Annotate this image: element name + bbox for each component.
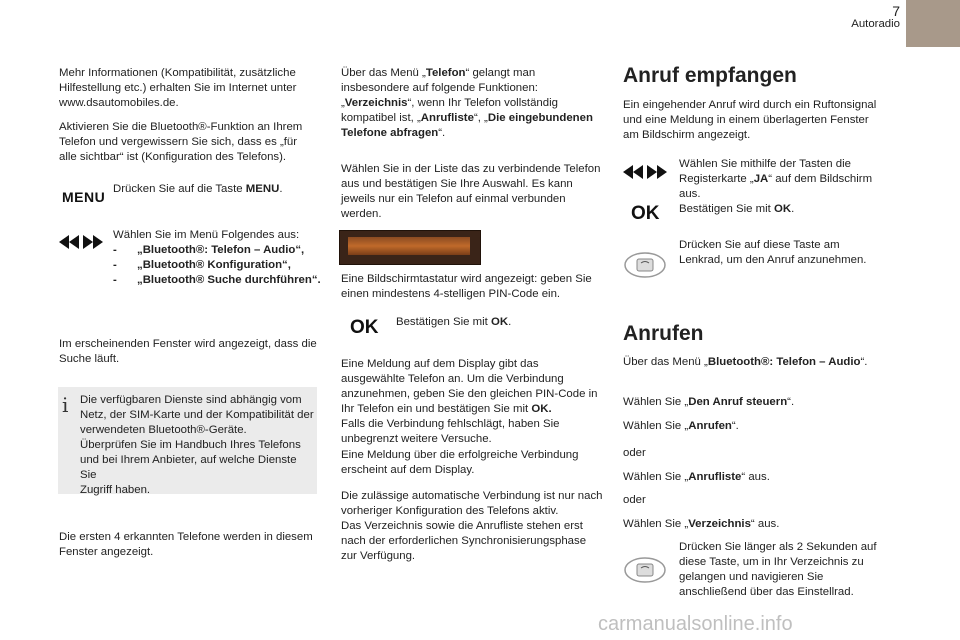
search-running-paragraph: Im erscheinenden Fenster wird angezeigt, dass die Suche läuft. bbox=[59, 338, 317, 365]
menu-select-block bbox=[113, 228, 323, 288]
long-press-text: Drücken Sie länger als 2 Sekunden auf diese Taste, um in Ihr Verzeichnis zu gelangen und navigieren Sie anschließend über das Einstellrad. bbox=[679, 541, 877, 598]
info-line: Die verfügbaren Dienste sind abhängig vom bbox=[80, 394, 302, 406]
section-title: Autoradio bbox=[851, 18, 900, 30]
first-phones-paragraph: Die ersten 4 erkannten Telefone werden in diesem Fenster angezeigt. bbox=[59, 531, 313, 558]
select-call-list-text: Wählen Sie „Anrufliste“ aus. bbox=[623, 471, 770, 483]
or-text: oder bbox=[623, 494, 646, 506]
intro-paragraph: Mehr Informationen (Kompatibilität, zusätzliche Hilfestellung etc.) erhalten Sie im Internet unter www.dsautomobiles.de. bbox=[59, 67, 297, 109]
list-item: - „Bluetooth®: Telefon – Audio“, bbox=[113, 243, 323, 258]
connection-message-paragraph: Eine Meldung auf dem Display gibt das ausgewählte Telefon an. Um die Verbindung anzunehmen, geben Sie den gleichen PIN-Code in Ihr Telefon ein und bestätigen Sie mit OK. Falls die Verbindung fehlschlägt, haben Sie unbegrenzt weitere Versuche. bbox=[341, 358, 598, 445]
pin-keyboard-screen-image bbox=[339, 230, 481, 265]
arrows-left-right-icon bbox=[59, 234, 103, 250]
telefon-menu-paragraph: Über das Menü „Telefon“ gelangt man insbesondere auf folgende Funktionen: „Verzeichnis“, wenn Ihr Telefon vollständig kompatibel ist, „Anrufliste“, „Die eingebundenen Telefone abfragen“. bbox=[341, 67, 593, 139]
watermark-text: carmanualsonline.info bbox=[598, 613, 793, 635]
list-item: - „Bluetooth® Suche durchführen“. bbox=[113, 273, 323, 288]
section-corner-tab bbox=[906, 0, 960, 47]
list-item: - „Bluetooth® Konfiguration“, bbox=[113, 258, 323, 273]
call-menu-text: Über das Menü „Bluetooth®: Telefon – Audio“. bbox=[623, 356, 868, 368]
menu-select-text: Wählen Sie im Menü Folgendes aus: bbox=[113, 229, 300, 241]
select-call-text: Wählen Sie „Anrufen“. bbox=[623, 420, 739, 432]
heading-anruf-empfangen: Anruf empfangen bbox=[623, 64, 797, 87]
info-line: und bei Ihrem Anbieter, auf welche Dienste Sie bbox=[80, 454, 297, 481]
menu-button-icon: MENU bbox=[62, 189, 106, 205]
bluetooth-activate-paragraph: Aktivieren Sie die Bluetooth®-Funktion an Ihrem Telefon und vergewissern Sie sich, dass es „für alle sichtbar“ ist (Konfiguration des Telefons). bbox=[59, 121, 303, 163]
heading-anrufen: Anrufen bbox=[623, 322, 704, 345]
steering-wheel-phone-icon bbox=[622, 555, 668, 585]
incoming-call-paragraph: Ein eingehender Anruf wird durch ein Ruftonsignal und eine Meldung in einem überlagerten Fenster am Bildschirm angezeigt. bbox=[623, 99, 877, 141]
connection-success-paragraph: Eine Meldung über die erfolgreiche Verbindung erscheint auf dem Display. bbox=[341, 449, 579, 476]
wheel-answer-text: Drücken Sie auf diese Taste am Lenkrad, um den Anruf anzunehmen. bbox=[679, 239, 867, 266]
ok-button-icon: OK bbox=[350, 317, 379, 338]
select-call-control-text: Wählen Sie „Den Anruf steuern“. bbox=[623, 396, 795, 408]
steering-wheel-phone-icon bbox=[622, 250, 668, 280]
press-menu-text: Drücken Sie auf die Taste MENU. bbox=[113, 183, 283, 195]
select-ja-block: Wählen Sie mithilfe der Tasten die Registerkarte „JA“ auf dem Bildschirm aus. Bestätigen Sie mit OK. bbox=[679, 158, 873, 215]
info-line: Überprüfen Sie im Handbuch Ihres Telefons bbox=[80, 439, 301, 451]
menu-select-list bbox=[113, 243, 323, 288]
arrows-left-right-icon bbox=[623, 164, 667, 180]
info-line: Netz, der SIM-Karte und der Kompatibilität der bbox=[80, 409, 314, 421]
info-icon: i bbox=[62, 393, 69, 417]
confirm-ok-text: Bestätigen Sie mit OK. bbox=[396, 316, 512, 328]
select-directory-text: Wählen Sie „Verzeichnis“ aus. bbox=[623, 518, 780, 530]
select-phone-paragraph: Wählen Sie in der Liste das zu verbindende Telefon aus und bestätigen Sie Ihre Auswahl. Es kann jeweils nur ein Telefon auf einmal verbunden werden. bbox=[341, 163, 601, 220]
pin-keyboard-paragraph: Eine Bildschirmtastatur wird angezeigt: geben Sie einen mindestens 4-stelligen PIN-Code ein. bbox=[341, 273, 592, 300]
auto-connection-paragraph: Die zulässige automatische Verbindung ist nur nach vorheriger Konfiguration des Telefons aktiv. Das Verzeichnis sowie die Anrufliste stehen erst nach der erforderlichen Synchronisierungsphase zur Verfügung. bbox=[341, 490, 603, 562]
info-line: verwendeten Bluetooth®-Geräte. bbox=[80, 424, 247, 436]
info-text bbox=[80, 393, 316, 498]
page-number: 7 bbox=[892, 3, 900, 19]
info-line: Zugriff haben. bbox=[80, 484, 151, 496]
or-text: oder bbox=[623, 447, 646, 459]
ok-button-icon: OK bbox=[631, 203, 660, 224]
